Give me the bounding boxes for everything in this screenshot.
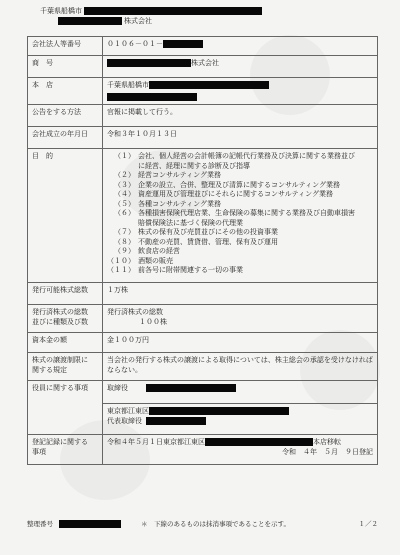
purpose-item-number: （５） [114,199,135,208]
redaction-bar [58,17,122,25]
purpose-item [107,171,373,181]
officer-rep-director: 代表取締役 [107,416,142,425]
redaction-bar [149,407,289,415]
label-capital: 資本金の額 [28,333,103,353]
purpose-item-number: （１１） [107,266,135,274]
reference-number-label: 整理番号 [27,520,53,528]
purpose-item [107,257,373,267]
page-number: １／２ [358,520,378,528]
value-issued-shares: 発行済株式の総数 １００株 [103,305,378,333]
label-purpose: 目 的 [28,149,103,283]
officer-director: 取締役 [107,384,128,392]
value-established: 令和３年１０月１３日 [103,127,378,149]
purpose-item [107,266,373,276]
value-transfer-restriction: 当会社の発行する株式の譲渡による取得については、株主総会の承認を受けなければならない。 [103,353,378,381]
records-date: 令和 ４年 ５月 ９日登記 [282,447,373,456]
purpose-item-number: （９） [114,247,135,255]
redaction-bar [149,81,269,89]
purpose-item [107,209,373,219]
redaction-bar [163,40,203,48]
document-footer [27,519,378,528]
purpose-item-text: 株式の保有及び売買並びにその他の投資事業 [138,228,278,236]
purpose-item-number: （３） [114,180,135,189]
label-transfer-restriction: 株式の譲渡制限に 関する規定 [28,353,103,381]
value-authorized-shares: １万株 [103,283,378,305]
footer-note: ＊ 下線のあるものは抹消事項であることを示す。 [141,520,290,528]
redaction-bar [107,93,197,101]
redaction-bar [84,7,262,15]
purpose-item-text: 経営コンサルティング業務 [138,171,221,179]
purpose-item-number: （１０） [107,256,135,265]
label-established: 会社成立の年月日 [28,127,103,149]
purpose-item [107,200,373,210]
purpose-item-text: 不動産の売買、賃貸借、管理、保有及び運用 [138,237,278,246]
purpose-item [107,152,373,162]
purpose-item-text: 企業の設立、合併、整理及び清算に関するコンサルティング業務 [138,180,340,189]
value-officers: 取締役 東京都江東区 代表取締役 [103,381,378,435]
purpose-item-text: 酒類の販売 [138,256,173,265]
value-records: 令和４年５月１日東京都江東区 本店移転 令和 ４年 ５月 ９日登記 [103,435,378,465]
purpose-item-text: 資産運用及び管理並びにそれらに関するコンサルティング業務 [138,190,333,198]
redaction-bar [59,520,121,528]
value-public-notice: 官報に掲載して行う。 [103,105,378,127]
purpose-item [107,247,373,257]
label-company-name: 商 号 [28,56,103,78]
purpose-item [107,219,373,229]
label-public-notice: 公告をする方法 [28,105,103,127]
purpose-item-text: 各種コンサルティング業務 [138,199,221,208]
value-corp-no: ０１０６－０１－ [103,37,378,56]
redaction-bar [205,438,313,446]
value-capital: 金１００万円 [103,333,378,353]
purpose-item [107,181,373,191]
purpose-item [107,190,373,200]
label-records: 登記記録に関する 事項 [28,435,103,465]
label-officers: 役員に関する事項 [28,381,103,435]
purpose-item-text: 各種損害保険代理店業、生命保険の募集に関する業務及び自動車損害 [138,209,355,217]
purpose-item-number [107,219,138,229]
document-header [40,6,262,26]
value-purpose [103,149,378,283]
purpose-item-text: 賠償保険法に基づく保険の代理業 [138,218,243,227]
header-address: 千葉県船橋市 [40,7,82,15]
purpose-item [107,238,373,248]
purpose-item-number: （４） [114,190,135,198]
header-company: 株式会社 [124,17,152,25]
value-head-office: 千葉県船橋市 [103,78,378,105]
purpose-item-text: 飲食店の経営 [138,247,180,255]
value-company-name: 株式会社 [103,56,378,78]
registry-table [27,36,378,465]
purpose-item-number: （８） [114,237,135,246]
purpose-item-text: に経営、経理に関する診断及び指導 [138,161,250,170]
purpose-item-number: （７） [114,228,135,236]
label-head-office: 本 店 [28,78,103,105]
label-corp-no: 会社法人等番号 [28,37,103,56]
purpose-item-text: 前各号に附帯関連する一切の事業 [138,266,243,274]
purpose-list [107,152,373,276]
purpose-item [107,162,373,172]
purpose-item-number: （２） [114,171,135,179]
redaction-bar [146,384,236,392]
purpose-item-text: 会社、個人経営の会計帳簿の記帳代行業務及び決算に関する業務並び [138,152,355,160]
purpose-item-number: （６） [114,209,135,217]
purpose-item [107,228,373,238]
redaction-bar [107,59,191,67]
purpose-item-number: （１） [114,152,135,160]
label-authorized-shares: 発行可能株式総数 [28,283,103,305]
purpose-item-number [107,162,138,172]
redaction-bar [146,417,206,425]
label-issued-shares: 発行済株式の総数 並びに種類及び数 [28,305,103,333]
